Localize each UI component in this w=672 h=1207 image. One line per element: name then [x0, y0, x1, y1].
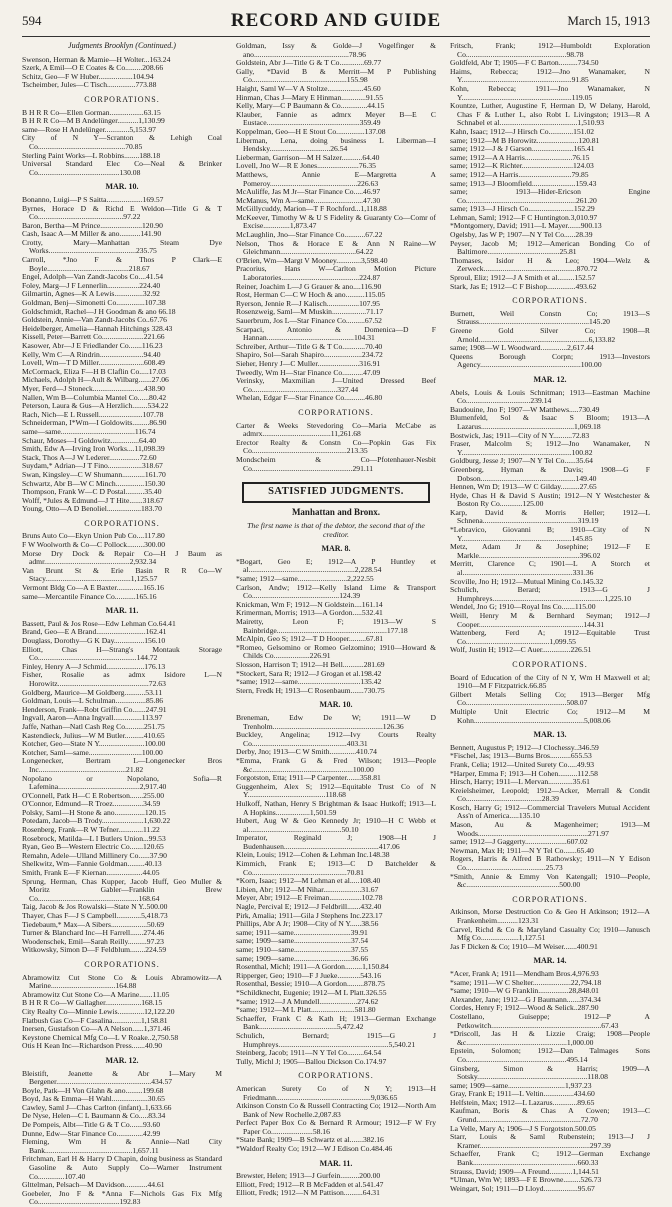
- judgment-entry: O'Connor, Edmund—R Troez................34.59: [22, 799, 161, 809]
- judgment-entry: Gilmartin, Agnes—K A Lewis...............32.92: [22, 289, 160, 299]
- judgment-entry: Slosson, Harrison T; 1912—H Bell...........281.69: [236, 660, 385, 669]
- judgment-entry: Goldfeld, Abr T; 1905—F C Barton..........734.50: [450, 58, 599, 68]
- judgment-entry: Schwartz, Abr B—W C Minch...............150.30: [22, 478, 166, 488]
- judgment-entry: Rosenberg, Frank—R W Tefner.............11.22: [22, 825, 160, 835]
- judgment-entry: Wolf, Justin H; 1912—C Auer...............226.51: [450, 645, 592, 655]
- judgment-entry: Mason, Au & Magenheimer; 1913—M Woods..........................................................271.97: [450, 820, 650, 838]
- judgment-entry: *Schildknecht, Eugenie; 1912—M L Platt.326.55: [236, 987, 387, 997]
- judgment-entry: *Waldorf Realty Co; 1912—W J Edison Co.484.46: [236, 1144, 393, 1154]
- judgment-entry: same; 1912—M B Horowitz......................120.81: [450, 135, 600, 145]
- judgment-entry: Schitz, Geo—F W Huber..................104.94: [22, 71, 154, 81]
- judgment-entry: Klein, Louis; 1912—Cohen & Lehman Inc.148.38: [236, 850, 390, 860]
- judgment-entry: Rosenzweig, Saml—M Muskin..................71.17: [236, 307, 384, 317]
- continued-heading: Judgments Brooklyn (Continued.): [68, 41, 176, 50]
- judgment-entry: Remahn, Adele—Ulland Millinery Co......37.90: [22, 850, 167, 860]
- judgment-entry: Pirk, Amalia; 1911—Gila J Stephens Inc.223.17: [236, 910, 383, 920]
- judgment-entry: Hirsch, Harry; 1911—L Mervan.............35.61: [450, 777, 590, 787]
- judgment-entry: Blumenfeld, Sol & Isaac S Bloom; 1913—A Lazarus.................................................1,069.18: [450, 413, 650, 431]
- judgment-entry: same; 1913—Hider-Ericson Engine Co..........................................................261.20: [450, 187, 650, 205]
- judgment-entry: Libien, Abr; 1912—M Nihar....................31.67: [236, 884, 379, 894]
- judgment-entry: McManus, Wm A—same..........................47.30: [236, 195, 381, 205]
- judgment-entry: *same; 1912—same..........................2,222.55: [236, 574, 374, 584]
- judgment-entry: *Harper, Emma F; 1913—H Cohen..........112.58: [450, 768, 598, 778]
- judgment-entry: B H R R Co—M B Andelünger...........1,130.99: [22, 116, 165, 126]
- judgment-entry: Elliott, Chas H—Strang's Montauk Storage Co....................................................144.72: [22, 644, 222, 663]
- judgment-entry: Fraser, Malcolm S; 1912—Jno Wanamaker, N Y..........................................................100.82: [450, 439, 650, 457]
- section-heading: CORPORATIONS.: [298, 1071, 374, 1081]
- judgment-entry: Haight, Saml W—V A Stoltze...................45.60: [236, 83, 381, 93]
- judgment-entry: Smith, Edw A—Irving Iron Works....11,098.39: [22, 444, 165, 454]
- judgment-entry: Abramowitz Cut Stone Co—A Marine.......11.05: [22, 989, 170, 999]
- date-heading: MAR. 10.: [105, 182, 139, 192]
- judgment-entry: Bostwick, Jas; 1911—City of N Y..........72.83: [450, 430, 590, 440]
- judgment-entry: Jas F Dicken & Co; 1910—M Weiser.......400.91: [450, 941, 598, 951]
- date-heading: MAR. 12.: [105, 1055, 139, 1065]
- judgment-entry: Rost, Herman C—C W Hoch & ano..........115.05: [236, 290, 386, 300]
- judgment-entry: Michaels, Adolph H—Ault & Wilbarg.......27.06: [22, 375, 169, 385]
- judgment-entry: Abels, Louis & Louis Schnitman; 1913—Eastman Machine Co..................................239.14: [450, 387, 650, 406]
- judgment-entry: O'Brien, Wm—Margt V Mooney.............3,598.40: [236, 255, 388, 265]
- section-heading: CORPORATIONS.: [298, 407, 374, 417]
- judgment-entry: same; 1909—same..............................1,937.23: [450, 1080, 592, 1090]
- judgment-entry: Ryan, Geo B—Western Electric Co.......120.65: [22, 842, 164, 852]
- judgment-entry: Stark, Jas E; 1912—C F Bishop...............493.62: [450, 281, 597, 291]
- judgment-entry: Wendel, Jno G; 1910—Royal Ins Co.......115.00: [450, 602, 596, 612]
- judgment-entry: Young, Otto—A D Benoliel..................183.70: [22, 504, 162, 514]
- judgment-entry: *same; 1912—M L Platt.......................581.80: [236, 1005, 376, 1015]
- judgment-entry: Dunne, Edw—Star Finance Co..............42.99: [22, 1128, 161, 1138]
- judgment-entry: Mondscheim & Co—Pfotenhauer-Nesbit Co.....................................................291.11: [236, 454, 436, 473]
- judgment-entry: same; 1909—same..............................37.54: [236, 936, 369, 946]
- judgment-entry: Suydam,* Adrian—J T Fino..................318.67: [22, 461, 163, 471]
- judgment-entry: Fritsch, Frank; 1912—Humboldt Exploration Co.....................................................98.78: [450, 41, 650, 59]
- judgment-entry: Finley, Henry A—J Schmid....................176.13: [22, 661, 166, 671]
- judgment-entry: Hubert, Aug W & Geo Kennedy Jr; 1910—H C Webb et al.................................................50.10: [236, 816, 436, 834]
- judgment-entry: Schulich, Bernard; 1915—G J Humphreys..........................................................5,540.21: [236, 1030, 436, 1049]
- judgment-entry: Fleming, Wm H & Annie—Natl City Bank..............................................1,657.11: [22, 1137, 222, 1155]
- section-heading: CORPORATIONS.: [84, 518, 160, 528]
- judgment-entry: *Stockert, Sara R; 1912—J Grogan et al.198.42: [236, 668, 382, 678]
- judgment-entry: Goldman, Benj—Simonetti Co...............107.38: [22, 298, 166, 308]
- judgment-entry: Carlson, Andw; 1912—Kelly Island Lime & Transport Co..............................................124.39: [236, 582, 436, 601]
- judgment-entry: Phillips, Abr A Jr; 1908—City of N Y......38.56: [236, 919, 379, 929]
- section-heading: CORPORATIONS.: [84, 94, 160, 104]
- judgment-entry: Rosenthal, Michl; 1911—A Gordon.........1,150.84: [236, 962, 389, 972]
- judgment-entry: Atkinson, Morse Destruction Co & Geo H Atkinson; 1912—A Frankenheim...........123.31: [450, 907, 650, 925]
- judgment-entry: Kelly, Wm C—A Rindrin.......................94.40: [22, 349, 161, 359]
- judgment-entry: Rosenthal, Bessie; 1910—A Gordon.........878.75: [236, 979, 385, 989]
- judgment-entry: Gilbert Metals Selling Co; 1913—Berger Mfg Co.....................................................508.07: [450, 689, 650, 708]
- judgment-entry: Kosch, Harry G; 1912—Commercial Travelers Mutual Accident Ass'n of America.....135.10: [450, 802, 650, 821]
- judgment-entry: same; 1913—J Bloomfield.......................159.43: [450, 178, 597, 188]
- judgment-entry: *Fischel, Jas; 1913—Burns Bros...........655.53: [450, 751, 592, 761]
- judgment-entry: McAlpin, Geo S; 1912—T D Hooper.........67.81: [236, 634, 384, 644]
- judgment-entry: Gally, *David B & Merritt—M P Publishing Co..................................................155.98: [236, 66, 436, 85]
- judgment-entry: Thayer, Chas F—J S Campbell.............5,418.73: [22, 911, 168, 920]
- judgment-entry: Schneiderman, I*Wm—I Goldowits.........86.90: [22, 418, 167, 428]
- judgment-entry: Kreielsheimer, Leopold; 1912—Acker, Merrall & Condit Co........................................28.39: [450, 785, 650, 804]
- judgment-entry: Wattenberg, Ferd A; 1912—Equitable Trust Co............................................1,099.55: [450, 628, 650, 646]
- judgment-entry: Atkinson Constn Co & Russell Contracting Co; 1912—North Am Bank of New Rochelle.2,087.83: [236, 1101, 436, 1119]
- judgment-entry: *Ulman, Wm W; 1893—F E Browne.........526.73: [450, 1175, 602, 1185]
- judgment-entry: Glttelman, Pelsach—M Davidson............44.61: [22, 1180, 165, 1190]
- judgment-entry: Henderson, Frank—Robt Griffin Co.......247.91: [22, 704, 167, 714]
- judgment-entry: Whelan, Edgar F—Star Finance Co...........46.80: [236, 393, 383, 403]
- date-heading: MAR. 10.: [319, 700, 353, 710]
- judgment-entry: Ingvall, Aaron—Anna Ingvall...............113.97: [22, 713, 163, 723]
- judgment-entry: Goldstein, Abr J—Title G & T Co.............69.77: [236, 58, 382, 68]
- judgment-entry: same—Rose H Andelünger.............5,153.97: [22, 124, 156, 134]
- judgment-entry: Steinberg, Jacob; 1911—N Y Tel Co.........64.54: [236, 1048, 382, 1058]
- judgment-entry: City Realty Co—Minnie Lewis..............12,122.20: [22, 1006, 175, 1016]
- judgment-entry: Hennen, Wm D; 1913—W C Gilday..........27.65: [450, 482, 597, 492]
- judgment-entry: *Romeo, Gelsomino or Romeo Gelzomino; 1910—Howard & Childs Co...................226.91: [236, 642, 436, 661]
- judgment-entry: Multiple Unit Electric Co; 1912—M M Kohn..........................................................5,008.06: [450, 706, 650, 725]
- judgment-entry: Otis H Kean Inc—Richardson Press.......40.90: [22, 1041, 163, 1051]
- judgment-entry: Abramowitz Cut Stone Co & Louis Abramowitz—A Marine..................................164.88: [22, 972, 222, 991]
- judgment-entry: Lovell, Wm—T D Miller........................608.49: [22, 358, 165, 368]
- judgment-entry: Bonanno, Luigi—P S Saitta...................169.57: [22, 194, 164, 204]
- judgment-entry: Queens Borough Corpn; 1913—Investors Agency.....................................................100.00: [450, 351, 650, 370]
- judgment-entry: Kotcher, Geo—State N Y........................100.00: [22, 739, 166, 749]
- judgment-entry: Baudouine, Jno F; 1907—W Matthews.....730.49: [450, 404, 600, 414]
- judgment-entry: *Smith, Annie & Emmy Von Katengall; 1910—People, &c.................................................500.00: [450, 871, 650, 890]
- judgment-entry: Tully, Michl J; 1905—Ballou Dickson Co.174.97: [236, 1056, 387, 1066]
- judgment-entry: Thomases, Isidor H & Leo; 1904—Welz & Zerweck.................................................870.72: [450, 255, 650, 274]
- judgment-entry: Meyer, Abr; 1912—E Freiman.................102.78: [236, 893, 383, 903]
- judgment-entry: Bennett, Augustus P; 1912—J Clochessy..346.59: [450, 742, 599, 752]
- judgment-entry: Fritchman, Earl H & Harry D Chapin, doing business as Standard Gasoline & Auto Supply Co—Warner Instrument Co..............107.40: [22, 1154, 222, 1181]
- judgment-entry: *Acer, Frank A; 1911—Mendham Bros.4,976.93: [450, 968, 599, 978]
- judgment-entry: City of N Y—Scranton & Lehigh Coal Co..............................................70.85: [22, 133, 222, 151]
- judgment-entry: Inersen, Gustafson Co—A A Nelson......1,371.46: [22, 1024, 171, 1034]
- judgment-entry: *Lebravico, Giovanni B; 1910—City of N Y..........................................................145.85: [450, 525, 650, 543]
- judgment-entry: Nelson, Thos & Horace E & Ann N Raine—W Gleichmann........................................64.22: [236, 238, 436, 257]
- date-heading: MAR. 11.: [319, 1158, 353, 1168]
- judgment-entry: Bassett, Paul & Jos Rose—Edw Lehman Co.64.41: [22, 618, 176, 628]
- page-number: 594: [22, 13, 42, 28]
- judgment-entry: Peyser, Jacob M; 1912—American Bonding Co of Baltimore......................................25.81: [450, 238, 650, 257]
- judgment-entry: same; 1912—J Gaggerty......................607.02: [450, 837, 588, 847]
- page-header: [22, 10, 650, 37]
- judgment-entry: Mairetty, Leon F; 1913—W S Bainbridge..........................................................177.18: [236, 617, 436, 635]
- judgment-entry: Shelkwitz, Wm—Fannie Goldman.........40.13: [22, 859, 162, 869]
- judgment-entry: Pracorius, Hans W—Carlton Motion Picture Laboratories.........................................224.87: [236, 264, 436, 283]
- judgment-entry: same; 1910—same..............................37.55: [236, 945, 369, 954]
- judgment-entry: *Korn, Isaac; 1912—M Lehman et al.....108.40: [236, 876, 381, 886]
- judgment-entry: Szerk, A Emil—O E Coates & Co.........208.66: [22, 63, 164, 73]
- judgment-entry: Brewster, Helen; 1913—J Gurfein..........200.00: [236, 1171, 381, 1181]
- judgment-entry: Imperator, Reginald J; 1908—H J Budenhausen..................................................417.06: [236, 833, 436, 851]
- judgment-entry: same; 1912—A Harris............................79.85: [450, 169, 589, 179]
- judgment-entry: Longenecker, Bertram L—Longenecker Bros Inc..............................................21.82: [22, 756, 222, 774]
- judgment-entry: Witkowsky, Simon D—F Feldblum........224.59: [22, 945, 167, 955]
- judgment-entry: McKeever, Timothy W & U S Fidelity & Guaranty Co—Comr of Excise..............1,873.47: [236, 212, 436, 231]
- judgment-entry: Stack, Thos A—J W Lederer................72.60: [22, 452, 157, 462]
- judgment-entry: Engel, Adolph—Van Zandt-Jacobs Co....41.54: [22, 272, 164, 282]
- judgment-entry: La Velle, Mary A; 1906—J S Forgotston.500.05: [450, 1123, 596, 1133]
- judgment-entry: Kountze, Luther, Augustine F, Herman D, W Delany, Harold, Chas F & Luther L, also Robt L Livingston; 1913—R A Schnabel et al.........................................1,510.93: [450, 101, 650, 128]
- judgment-entry: same; 1913—J Hirsch Co........................152.29: [450, 204, 595, 214]
- judgment-entry: Lovell, Jno W—R E Jones......................76.35: [236, 161, 376, 171]
- judgment-entry: Woodenschek, Emil—Sarah Reilly..........97.23: [22, 936, 164, 946]
- judgment-entry: *Emma, Frank G & Fred Wilson; 1913—People &c.....................................................100.00: [236, 755, 436, 774]
- judgment-entry: Thompson, Frank W—C D Postal..........35.40: [22, 487, 162, 497]
- judgment-entry: Morse Dry Dock & Repair Co—H J Baum as admr.............................................2,932.34: [22, 548, 222, 567]
- judgment-entry: Breneman, Edw De W; 1911—W D Trenholm..........................................................126.36: [236, 712, 436, 731]
- satisfied-judgments-banner: SATISFIED JUDGMENTS.: [242, 482, 430, 503]
- judgment-entry: Strauss, David; 1909—A Freund............1,144.51: [450, 1166, 599, 1176]
- judgment-entry: Alexander, Jane; 1912—G J Baumann.......374.34: [450, 994, 601, 1004]
- judgment-entry: Kasower, Abr—J E Friedlander Co.......116.23: [22, 341, 163, 350]
- judgment-entry: Schaeffer, Frank C & Kath H; 1913—German Exchange Bank.........................................5,472.42: [236, 1013, 436, 1032]
- judgment-entry: Sproul, Eliz; 1912—J A Smith et al.........152.57: [450, 273, 596, 283]
- judgment-entry: Carter & Weeks Stevedoring Co—Maria McCabe as admrx....................................11,261.68: [236, 420, 436, 439]
- judgment-entry: Liberman, Lena, doing business L Liberman—I Hendsky................................26.54: [236, 135, 436, 154]
- judgment-entry: Lehman, Saml; 1912—F C Huntington.3,010.97: [450, 212, 598, 222]
- judgment-entry: Weingart, Sol; 1911—D Lloyd..................95.67: [450, 1183, 595, 1193]
- judgment-entry: De Pompeis, Albt—Title G & T Co.......93.60: [22, 1120, 161, 1130]
- judgment-entry: Matthews, Annie E—Margretta A Pomeroy..............................................226.63: [236, 169, 436, 188]
- judgment-entry: McGillycuddy, Marion—T F Rochford...1,118.88: [236, 204, 387, 214]
- judgment-entry: same—Mercantile Finance Co...........165.16: [22, 591, 157, 601]
- section-heading: CORPORATIONS.: [512, 894, 588, 904]
- judgment-entry: Gray, Frank E; 1911—L Veltin................434.60: [450, 1089, 595, 1099]
- judgment-entry: Scarpaci, Antonio & Domenica—D F Hannan..............................................104.31: [236, 324, 436, 343]
- judgment-entry: Goebeler, Jno F & *Anna F—Nichols Gas Fix Mfg Co...........................................192.83: [22, 1188, 222, 1207]
- judgment-entry: Swenson, Herman & Mamie—H Wolter...163.24: [22, 54, 171, 64]
- judgment-entry: Sieher, Henry J—C Muller......................316.91: [236, 358, 381, 368]
- judgment-entry: Smith, Frank E—F Kiernan...................44.05: [22, 868, 160, 878]
- judgment-entry: Wolff, *Jules & Edmund—J T Hite.......318.67: [22, 495, 164, 505]
- judgment-entry: Carroll, *Jno F & Thos P Clark—E Boyle...........................................218.67: [22, 255, 222, 273]
- judgment-entry: Kastendieck, Julius—W M Butler..........410.65: [22, 730, 165, 740]
- section-note: The first name is that of the debtor, the second that of the creditor.: [247, 521, 425, 540]
- judgment-entry: Ginsberg, Simon & Harris; 1909—A Sotsky..........................................................118.08: [450, 1063, 650, 1082]
- judgment-entry: Universal Standard Elec Co—Neal & Brinker Co...........................................130.08: [22, 159, 222, 177]
- region-heading: Manhattan and Bronx.: [291, 506, 381, 517]
- judgment-entry: Tweedly, Wm H—Star Finance Co...........47.09: [236, 367, 381, 377]
- judgment-entry: Schreiber, Arthur—Title G & T Co............70.40: [236, 341, 383, 351]
- judgment-entry: Ryerson, Jennie R—J Kalisch.................107.95: [236, 298, 380, 308]
- judgment-entry: Helfstein, Max; 1912—L Lazarus.............89.65: [450, 1097, 595, 1107]
- judgment-entry: Hinman, Chas J—Mary E Hinman.............91.55: [236, 92, 384, 102]
- judgment-entry: *Bogart, Geo E; 1912—A P Huntley et al........................................................2,228.54: [236, 556, 436, 575]
- judgment-entry: Goldburg, Jesse J; 1907—N Y Tel Co......35.64: [450, 456, 593, 466]
- judgment-entry: Greene Gold Silver Co; 1908—R Arnold..........................................................6,133.82: [450, 326, 650, 344]
- column-middle: [236, 41, 436, 1198]
- judgment-entry: Van Brunt St & Erie Basin R R Co—W Stacy.............................................1,125.57: [22, 565, 222, 584]
- judgment-entry: Schulich, Berard; 1913—G J Humphreys...........................................................1,225.10: [450, 585, 650, 603]
- judgment-entry: Bruns Auto Co—Ekyn Union Pub Co....117.80: [22, 531, 165, 541]
- judgment-entry: Baron, Bertha—M Prince......................120.90: [22, 220, 163, 230]
- judgment-entry: Board of Education of the City of N Y, Wm H Maxwell et al; 1910—M F Fitzpatrick.66.85: [450, 672, 650, 691]
- judgment-entry: Tiedebaum,* Max—A Sibers...................50.69: [22, 919, 165, 929]
- judgment-entry: Crotty, Mary—Manhattan Steam Dye Works..............................................235.75: [22, 237, 222, 256]
- judgment-entry: Elliott, Fredk; 1912—N M Pattison..........64.31: [236, 1188, 380, 1198]
- judgment-entry: Turner & Blanchard Inc—H Farrell.......274.46: [22, 928, 165, 938]
- judgment-entry: Cash, Isaac A—M Miller & ano...........141.90: [22, 229, 162, 239]
- judgment-entry: Jaffe, Nathan—Natl Cash Reg Co..........251.75: [22, 721, 165, 731]
- judgment-entry: Flatbush Gas Co—F Casalina...............1,158.81: [22, 1015, 168, 1025]
- column-right: [450, 41, 650, 1193]
- judgment-entry: Kimmich, Frank E; 1913—C D Batchelder & Co..................................................70.81: [236, 859, 436, 877]
- judgment-entry: McAuliffe, Jas M Jr—Star Finance Co.....46.97: [236, 187, 381, 197]
- judgment-entry: *same; 1911—W C Shelter....................22,794.18: [450, 977, 602, 987]
- judgment-entry: Scoville, Jno H; 1912—Mutual Mining Co.145.32: [450, 576, 604, 586]
- judgment-entry: Merritt, Clarence C; 1901—L A Storch et al..........................................................331.36: [450, 559, 650, 578]
- judgment-entry: Weill, Henry M & Bernhard Seyman; 1912—J Cooper.......................................................144.31: [450, 611, 650, 629]
- judgment-entry: Nopolano or Nopolano, Sofia—R Lafemina...........................................2,917.40: [22, 773, 222, 792]
- judgment-entry: Perfect Paper Box Co & Bernard R Armour; 1912—F W Fry Paper Co......................58.16: [236, 1118, 436, 1136]
- judgment-entry: Frank, Celia; 1912—United Surety Co.....49.93: [450, 759, 595, 769]
- judgment-entry: Shapiro, Sol—Sarah Shapiro....................234.72: [236, 350, 383, 360]
- judgment-entry: O'Connell, Patk H—C E Robertson.......255.00: [22, 790, 165, 800]
- date-heading: MAR. 11.: [105, 606, 139, 616]
- judgment-entry: Newman, Max H; 1911—N Y Tel Co.......65.40: [450, 845, 594, 855]
- judgment-entry: Brand, Geo—E A Brand..........................162.41: [22, 627, 167, 637]
- judgment-entry: Fisher, Rosalie as admx Isidore L—N Horowitz................................................72.63: [22, 670, 222, 688]
- judgment-entry: Peterson, Laura & Gus—A Herzlich........534.22: [22, 401, 169, 411]
- judgment-entry: Boyd, Jas & Emma—H Wahl...................30.65: [22, 1094, 165, 1104]
- judgment-entry: De Nyse, Helen—C L Baumann & Co.....83.34: [22, 1111, 166, 1121]
- judgment-entry: Kissell, Peter—Barrett Co......................221.66: [22, 332, 165, 342]
- judgment-entry: Nagle, Percival E; 1912—J Feldbrill.......432.40: [236, 902, 382, 912]
- judgment-entry: Haims, Rebecca; 1912—Jno Wanamaker, N Y..........................................................91.85: [450, 66, 650, 85]
- judgment-entry: Epstein, Solomon; 1912—Dan Talmages Sons Co.....................................................495.14: [450, 1046, 650, 1064]
- judgment-entry: McLaughlin, Jno—Star Finance Co...........67.22: [236, 230, 383, 240]
- judgment-entry: Cawley, Saml J—Chas Carlton (infant)..1,633.66: [22, 1102, 172, 1112]
- judgment-entry: Goldstein, Annie—Van Zandt-Jacobs Co..67.76: [22, 315, 167, 325]
- judgment-entry: Bleistift, Jeanette & Abr I—Mary M Bergener..................................................434.57: [22, 1068, 222, 1087]
- judgment-entry: Myer, Ferd—J Stoneck...........................438.90: [22, 383, 165, 393]
- judgment-entry: same; 1912—A A Harris.........................76.15: [450, 152, 590, 162]
- judgment-entry: Goldberg, Maurice—M Goldberg...........53.11: [22, 687, 163, 697]
- judgment-entry: Goldman, Louis—L Schulman................85.86: [22, 696, 164, 706]
- judgment-entry: Hulkoff, Nathan, Henry S Brightman & Isaac Hutkoff; 1913—L A Hopkins..................1,501.59: [236, 798, 436, 817]
- judgment-entry: Erector Realty & Constn Co—Popkin Gas Fix Co..................................................213.35: [236, 437, 436, 456]
- judgment-entry: same—same.......................................116.74: [22, 426, 156, 436]
- judgment-entry: Rach, Nich—E L Russell.......................107.78: [22, 409, 164, 419]
- date-heading: MAR. 14.: [533, 956, 567, 966]
- judgment-entry: Starr, Louis & Saml Rubenstein; 1913—J J Kramer..........................................................297.39: [450, 1132, 650, 1150]
- judgment-entry: Nallen, Wm B—Columbia Mantel Co......80.42: [22, 392, 167, 402]
- judgment-entry: Cordes, Henry F; 1912—Wood & Selick..287.90: [450, 1003, 599, 1013]
- judgment-entry: Foley, Marg—J F Lennerlin.................224.40: [22, 280, 161, 290]
- judgment-entry: *same; 1910—W G Franklin................28,848.01: [450, 986, 599, 996]
- judgment-entry: Metz, Adam Jr & Josephine; 1912—F E Markle.....................................................396.02: [450, 542, 650, 560]
- judgment-entry: same; 1908—W L Woodward..............2,617.44: [450, 343, 594, 353]
- judgment-entry: Burnett, Weil Constn Co; 1913—S Strauss..........................................................145.20: [450, 308, 650, 327]
- judgment-entry: Sprung, Herman, Chas Kupper, Jacob Huff, Geo Muller & Moritz Gabler—Franklin Brew Co.....................................................168.64: [22, 876, 222, 903]
- judgment-entry: Kaufman, Boris & Chas A Cowen; 1913—C Grund.......................................................72.70: [450, 1106, 650, 1125]
- judgment-entry: Carvel, Richd & Co & Maryland Casualty Co; 1910—Janusch Mfg Co....................1,127.51: [450, 924, 650, 943]
- judgment-entry: Krimerman, Morris; 1913—A Gordon.....532.41: [236, 608, 383, 618]
- judgment-entry: Kohn, Rebecca; 1911—Jno Wanamaker, N Y..........................................................119.05: [450, 83, 650, 102]
- judgment-entry: Ripperger, Geo; 1910—F J Jueke............543.16: [236, 970, 382, 980]
- judgment-entry: F W Woolworth & Co—C Pollock.........300.00: [22, 540, 166, 550]
- judgment-entry: Forgotston, Etta; 1911—P Carpenter.......358.81: [236, 773, 381, 783]
- column-left: [22, 41, 222, 1207]
- date-heading: MAR. 13.: [533, 730, 567, 740]
- judgment-entry: Boyle, Patk—H Von Glahn & ano.........199.68: [22, 1085, 164, 1095]
- judgment-entry: Knickman, Wm F; 1912—N Goldstein....161.14: [236, 599, 383, 609]
- judgment-entry: same; 1911—same..............................39.91: [236, 927, 368, 937]
- judgment-entry: Klauber, Fannie as admrx Meyer B—E C Eustace.................................................359.49: [236, 109, 436, 128]
- judgment-entry: Potedam, Jacob—B Trody......................1,630.22: [22, 816, 171, 826]
- judgment-entry: Swan, Kingsley—C W Shumann............161.70: [22, 469, 166, 479]
- section-heading: CORPORATIONS.: [512, 659, 588, 669]
- date-heading: MAR. 12.: [533, 374, 567, 384]
- judgment-entry: Greenberg, Hyman & Davis; 1908—G F Dobson..................................................149.40: [450, 464, 650, 483]
- judgment-entry: *State Bank; 1909—B Schwartz et al.......382.16: [236, 1135, 384, 1145]
- judgment-entry: Elliott, Fred; 1912—R B McFadden et al.541.47: [236, 1179, 384, 1189]
- judgment-entry: Rosebrock, Matilda—L I Butlers Union...99.53: [22, 833, 166, 843]
- section-heading: CORPORATIONS.: [84, 959, 160, 969]
- issue-date: March 15, 1913: [567, 13, 650, 28]
- judgment-entry: Hyde, Chas H & David S Austin; 1912—N Y Westchester & Boston Ry Co............125.00: [450, 490, 650, 509]
- judgment-entry: Taig, Jacob & Jos Rowalski—State N Y..500.00: [22, 902, 168, 912]
- section-heading: CORPORATIONS.: [512, 296, 588, 306]
- judgment-entry: Keystone Chemical Mfg Co—L V Roake..2,750.58: [22, 1032, 179, 1042]
- judgment-entry: Goldschmidt, Rachel—J H Goodman & ano 66.18: [22, 306, 176, 316]
- judgment-entry: Byrnes, Horace D & Richd E Weldon—Title G & T Co.............................................97.22: [22, 203, 222, 222]
- judgment-entry: *Driscoll, Jas H & Lizzie Craig; 1908—People &c.....................................................1,000.00: [450, 1029, 650, 1047]
- judgment-entry: Lieberman, Garrison—M H Salzer...........64.40: [236, 152, 380, 162]
- judgment-entry: Kahn, Isaac; 1912—J Hirsch Co.............151.02: [450, 126, 595, 136]
- judgment-entry: Guggenheim, Alex S; 1912—Equitable Trust Co of N Y.........................................118.68: [236, 781, 436, 800]
- judgment-entry: McCormack, Eliza F—H B Claflin Co.....17.03: [22, 366, 166, 376]
- judgment-entry: Sterling Paint Works—L Robbins........188.18: [22, 150, 161, 160]
- judgment-entry: Costellano, Guiseppe; 1912—P A Petkowitch..........................................................67.43: [450, 1011, 650, 1030]
- judgment-entry: *same; 1912—same.................................135.42: [236, 677, 382, 687]
- judgment-entry: Derby, Jno; 1913—C W Smith..............410.74: [236, 747, 377, 757]
- judgment-entry: B H R R Co—Ellen Gorman..................63.15: [22, 107, 161, 117]
- judgment-entry: Reiner, Joachim L—J G Grauer & ano....116.90: [236, 281, 382, 291]
- judgment-entry: Verinsky, Maxmilian J—United Dressed Beef Co.............................................327.44: [236, 376, 436, 394]
- judgment-entry: Sauerbrum, Jos L—Star Finance Co..........67.52: [236, 316, 382, 325]
- judgment-entry: Tscheimber, Jules—C Tisch...............773.88: [22, 80, 157, 90]
- judgment-entry: Heidelberger, Amelia—Hannah Hitchings 328.43: [22, 323, 173, 333]
- judgment-entry: Stern, Fredk H; 1913—C Rosenbaum.......730.75: [236, 685, 385, 695]
- judgment-entry: same; 1912—K Richter...........................124.03: [450, 161, 594, 171]
- judgment-entry: Karp, David & Morris Heller; 1912—L Schnena..................................................319.19: [450, 507, 650, 526]
- judgment-entry: Kotcher, Saml—same............................100.00: [22, 747, 163, 757]
- judgment-entry: *same; 1912—J A Mundell....................274.62: [236, 996, 379, 1006]
- judgment-entry: Vermont Bldg Co—A E Baxter..............165.16: [22, 583, 164, 593]
- judgment-entry: Goldman, Issy & Golde—J Vogelfinger & ano..................................................78.96: [236, 41, 436, 59]
- judgment-entry: Schaur, Moses—I Goldowitz...............64.40: [22, 435, 157, 445]
- judgment-entry: Schaeffer, Frank C; 1912—German Exchange Bank.......................................................660.33: [450, 1149, 650, 1168]
- judgment-entry: B H R R Co—W Gallagher...................168.15: [22, 998, 163, 1008]
- judgment-entry: Douglass, Dorothy—G K Day................156.10: [22, 636, 166, 645]
- date-heading: MAR. 8.: [321, 544, 351, 554]
- judgment-entry: Rogers, Harris & Alfred B Rathowsky; 1911—N Y Edison Co..........................................25.73: [450, 854, 650, 873]
- judgment-entry: Ogelsby, Jas W P; 1907—N Y Tel Co......28.39: [450, 230, 593, 240]
- judgment-entry: Buckley, Angelina; 1912—Ivy Courts Realty Co..................................................403.31: [236, 730, 436, 748]
- judgment-entry: American Surety Co of N Y; 1913—H Friedmann..................................................9,036.65: [236, 1083, 436, 1102]
- publication-title: RECORD AND GUIDE: [230, 10, 442, 31]
- judgment-entry: Kelly, Mary—C P Baumann & Co..............44.15: [236, 101, 385, 111]
- judgment-entry: Polsky, Saml—H Stone & ano................120.15: [22, 807, 166, 817]
- judgment-entry: same; 1912—J & J Garson......................165.41: [450, 144, 595, 154]
- judgment-entry: same; 1909—same..............................36.66: [236, 953, 369, 963]
- judgment-entry: Koppelman, Geo—H E Stout Co...............137.08: [236, 126, 386, 136]
- judgment-entry: *Montgomery, David; 1911—L Mayer.......900.13: [450, 221, 602, 231]
